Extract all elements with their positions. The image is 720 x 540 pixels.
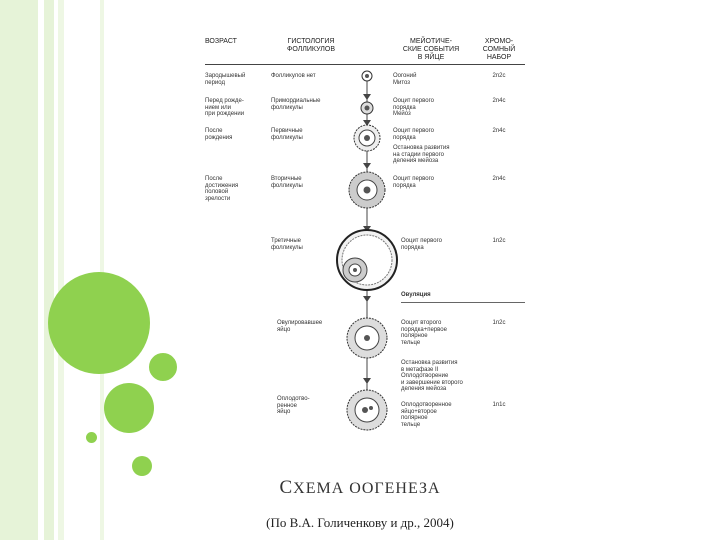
decor-stripe-4 bbox=[100, 0, 104, 540]
ovulated-egg bbox=[347, 318, 387, 358]
decor-circle-large bbox=[48, 272, 150, 374]
stage-1-age: Зародышевый период bbox=[205, 73, 246, 86]
header-chromosomes: ХРОМО- СОМНЫЙ НАБОР bbox=[482, 38, 516, 61]
decor-circle-medium bbox=[146, 350, 180, 384]
stage-3-meiotic: Ооцит первого порядка bbox=[393, 128, 434, 141]
stage-4-age: После достижения половой зрелости bbox=[205, 176, 239, 202]
decor-stripe-2 bbox=[44, 0, 54, 540]
stage-5-meiotic: Ооцит первого порядка bbox=[401, 238, 442, 251]
stage-1-chromosomes: 2n2c bbox=[492, 73, 506, 79]
stage-4-chromosomes: 2n4c bbox=[492, 176, 506, 182]
primordial-follicle bbox=[361, 102, 373, 114]
slide-title bbox=[0, 477, 720, 499]
ovulation-label: Овуляция bbox=[401, 292, 431, 298]
header-meiotic: МЕЙОТИЧЕ- СКИЕ СОБЫТИЯ В ЯЙЦЕ bbox=[402, 38, 460, 61]
stage-7-histology: Овулировавшее яйцо bbox=[277, 320, 323, 333]
stage-9-histology: Оплодотво- ренное яйцо bbox=[277, 396, 310, 416]
stage-8-meiotic: Остановка развития в метафазе II Оплодотворение и завершение второго деления мейоза bbox=[401, 360, 463, 393]
header-histology: ГИСТОЛОГИЯ ФОЛЛИКУЛОВ bbox=[287, 38, 335, 53]
stage-7-meiotic: Ооцит второго порядка+первое полярное тельце bbox=[401, 320, 447, 346]
slide-title-rest: ХЕМА ООГЕНЕЗА bbox=[293, 480, 441, 497]
fertilized-egg bbox=[347, 390, 387, 430]
stage-2-histology: Примордиальные фолликулы bbox=[271, 98, 321, 111]
stage-2-meiotic: Ооцит первого порядка Мейоз bbox=[393, 98, 434, 118]
stage-3-histology: Первичные фолликулы bbox=[271, 128, 303, 141]
stage-5-histology: Третичные фолликулы bbox=[271, 238, 303, 251]
secondary-follicle bbox=[349, 172, 385, 208]
ovulation-rule bbox=[401, 302, 525, 303]
stage-4-histology: Вторичные фолликулы bbox=[271, 176, 303, 189]
stage-9-chromosomes: 1n1c bbox=[492, 402, 506, 408]
stage-3-chromosomes: 2n4c bbox=[492, 128, 506, 134]
stage-7-chromosomes: 1n2c bbox=[492, 320, 506, 326]
oogonium-cell bbox=[362, 71, 372, 81]
stage-3-age: После рождения bbox=[205, 128, 233, 141]
decor-stripe-1 bbox=[0, 0, 38, 540]
decor-circle-small bbox=[86, 432, 97, 443]
header-age: ВОЗРАСТ bbox=[205, 38, 237, 45]
decor-circle-small-2 bbox=[132, 456, 152, 476]
stage-2-chromosomes: 2n4c bbox=[492, 98, 506, 104]
stage-1-meiotic: Оогоний Митоз bbox=[393, 73, 417, 86]
primary-follicle bbox=[354, 125, 380, 151]
stage-5-chromosomes: 1n2c bbox=[492, 238, 506, 244]
stage-1-histology: Фолликулов нет bbox=[271, 73, 316, 79]
slide-caption: (По В.А. Голиченкову и др., 2004) bbox=[266, 515, 454, 530]
slide-title-first-letter: С bbox=[279, 477, 294, 498]
decor-circle-mid bbox=[104, 383, 154, 433]
stage-2-age: Перед рожде- нием или при рождении bbox=[205, 98, 245, 118]
stage-4-meiotic: Ооцит первого порядка bbox=[393, 176, 434, 189]
decor-stripe-3 bbox=[58, 0, 64, 540]
stage-3b-meiotic: Остановка развития на стадии первого деления мейоза bbox=[393, 145, 450, 165]
stage-9-meiotic: Оплодотворенное яйцо+второе полярное тельце bbox=[401, 402, 452, 428]
oogenesis-diagram bbox=[205, 28, 525, 468]
